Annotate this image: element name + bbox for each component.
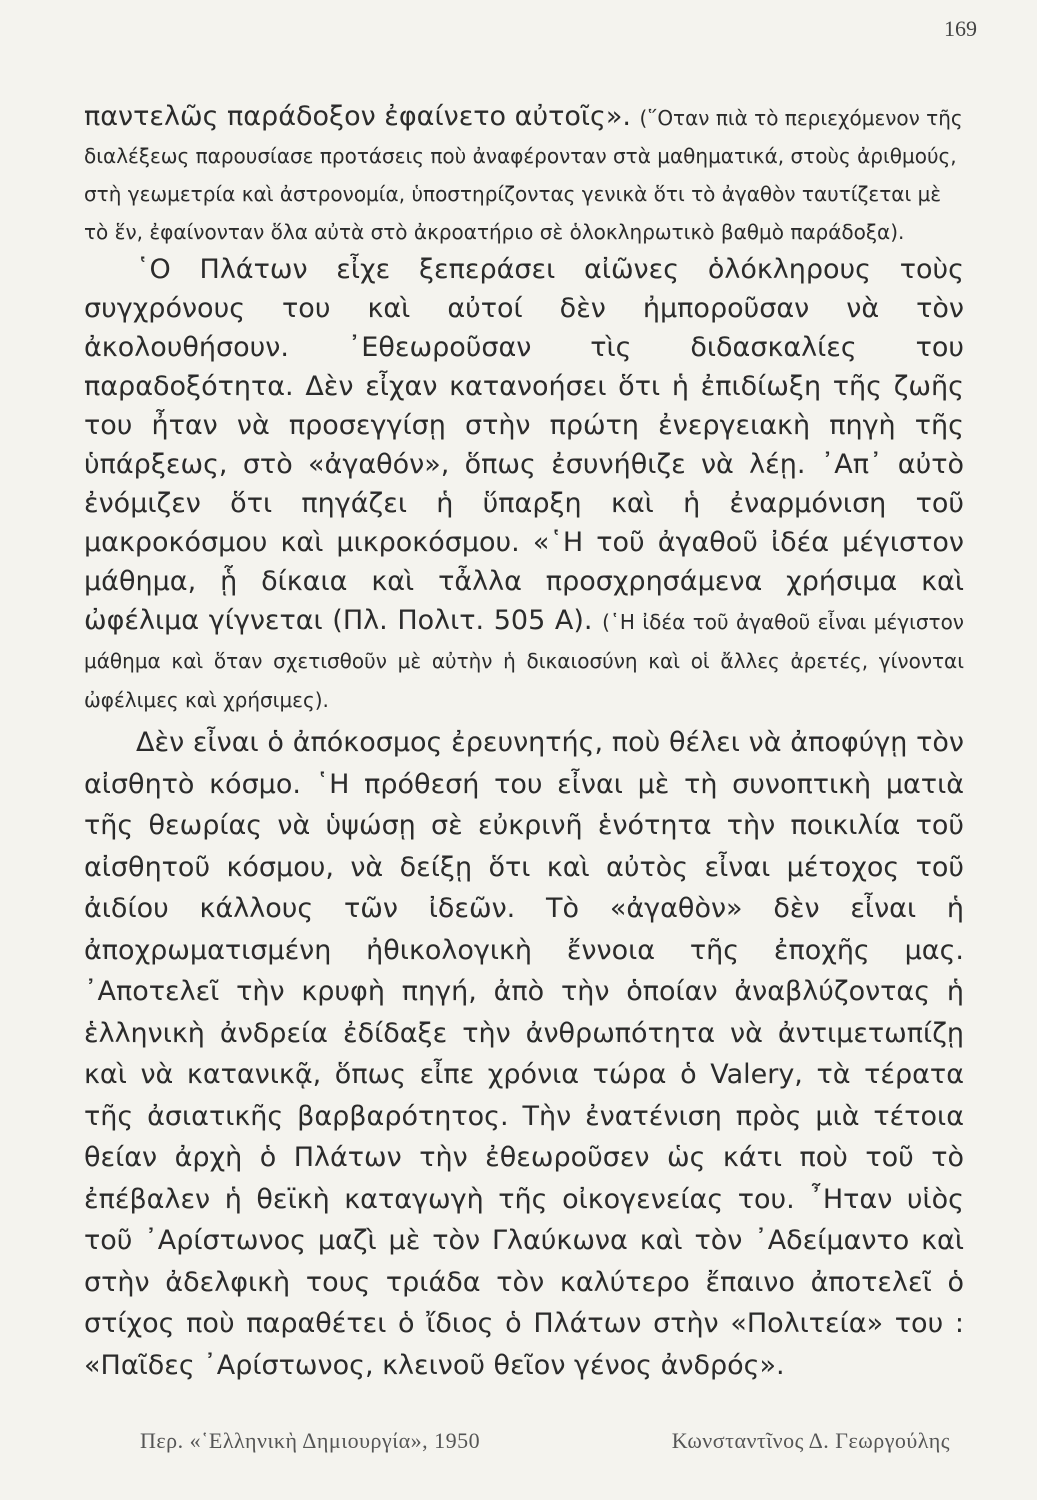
continuation-main-text: παντελῶς παράδοξον ἐφαίνετο αὐτοῖς». xyxy=(84,101,640,132)
source-citation: Περ. «῾Ελληνικὴ Δημιουργία», 1950 xyxy=(140,1428,481,1453)
main-text xyxy=(84,98,964,1386)
author-name: Κωνσταντῖνος Δ. Γεωργούλης xyxy=(671,1428,950,1453)
paragraph-1-note: (῾Η ἰδέα τοῦ ἀγαθοῦ εἶναι μέγιστον μάθημα καὶ ὅταν σχετισθοῦν μὲ αὐτὴν ἡ δικαιοσύνη καὶ οἱ ἄλλες ἀρετές, γίνονται ὠφέλιμες καὶ χρήσιμες). xyxy=(84,610,964,712)
paragraph-1 xyxy=(84,250,964,718)
paragraph-1-text: ῾Ο Πλάτων εἶχε ξεπεράσει αἰῶνες ὁλόκληρους τοὺς συγχρόνους του καὶ αὐτοί δὲν ἠμποροῦσαν νὰ τὸν ἀκολουθήσουν. ᾿Εθεωροῦσαν τὶς διδασκαλίες του παραδοξότητα. Δὲν εἶχαν κατανοήσει ὅτι ἡ ἐπιδίωξη τῆς ζωῆς του ἦταν νὰ προσεγγίσῃ στὴν πρώτη ἐνεργειακὴ πηγὴ τῆς ὑπάρξεως, στὸ «ἀγαθόν», ὅπως ἐσυνήθιζε νὰ λέῃ. ᾿Απ᾿ αὐτὸ ἐνόμιζεν ὅτι πηγάζει ἡ ὕπαρξη καὶ ἡ ἐναρμόνιση τοῦ μακροκόσμου καὶ μικροκόσμου. «῾Η τοῦ ἀγαθοῦ ἰδέα μέγιστον μάθημα, ᾗ δίκαια καὶ τἆλλα προσχρησάμενα χρήσιμα καὶ ὠφέλιμα γίγνεται (Πλ. Πολιτ. 505 Α). xyxy=(84,254,964,636)
page-number: 169 xyxy=(944,16,977,41)
footer-signature xyxy=(140,1428,950,1454)
paragraph-2: Δὲν εἶναι ὁ ἀπόκοσμος ἐρευνητής, ποὺ θέλει νὰ ἀποφύγῃ τὸν αἰσθητὸ κόσμο. ῾Η πρόθεσή του εἶναι μὲ τὴ συνοπτικὴ ματιὰ τῆς θεωρίας νὰ ὑψώσῃ σὲ εὐκρινῆ ἑνότητα τὴν ποικιλία τοῦ αἰσθητοῦ κόσμου, νὰ δείξῃ ὅτι καὶ αὐτὸς εἶναι μέτοχος τοῦ ἀιδίου κάλλους τῶν ἰδεῶν. Τὸ «ἀγαθὸν» δὲν εἶναι ἡ ἀποχρωματισμένη ἠθικολογικὴ ἔννοια τῆς ἐποχῆς μας. ᾿Αποτελεῖ τὴν κρυφὴ πηγή, ἀπὸ τὴν ὁποίαν ἀναβλύζοντας ἡ ἑλληνικὴ ἀνδρεία ἐδίδαξε τὴν ἀνθρωπότητα νὰ ἀντιμετωπίζῃ καὶ νὰ κατανικᾷ, ὅπως εἶπε χρόνια τώρα ὁ Valery, τὰ τέρατα τῆς ἀσιατικῆς βαρβαρότητος. Τὴν ἐνατένιση πρὸς μιὰ τέτοια θείαν ἀρχὴ ὁ Πλάτων τὴν ἐθεωροῦσεν ὡς κάτι ποὺ τοῦ τὸ ἐπέβαλεν ἡ θεϊκὴ καταγωγὴ τῆς οἰκογενείας του. ῏Ηταν υἱὸς τοῦ ᾿Αρίστωνος μαζὶ μὲ τὸν Γλαύκωνα καὶ τὸν ᾿Αδείμαντο καὶ στὴν ἀδελφικὴ τους τριάδα τὸν καλύτερο ἔπαινο ἀποτελεῖ ὁ στίχος ποὺ παραθέτει ὁ ἴδιος ὁ Πλάτων στὴν «Πολιτεία» του : «Παῖδες ᾿Αρίστωνος, κλεινοῦ θεῖον γένος ἀνδρός». xyxy=(84,727,964,1381)
continuation-paragraph xyxy=(84,98,964,250)
continuation-note: (῞Οταν πιὰ τὸ περιεχόμενον τῆς διαλέξεως παρουσίασε προτάσεις ποὺ ἀναφέρονταν στὰ μαθηματικά, στοὺς ἀριθμούς, στὴ γεωμετρία καὶ ἀστρονομία, ὑποστηρίζοντας γενικὰ ὅτι τὸ ἀγαθὸν ταυτίζεται μὲ τὸ ἕν, ἐφαίνονταν ὅλα αὐτὰ στὸ ἀκροατήριο σὲ ὁλοκληρωτικὸ βαθμὸ παράδοξα). xyxy=(84,106,963,244)
